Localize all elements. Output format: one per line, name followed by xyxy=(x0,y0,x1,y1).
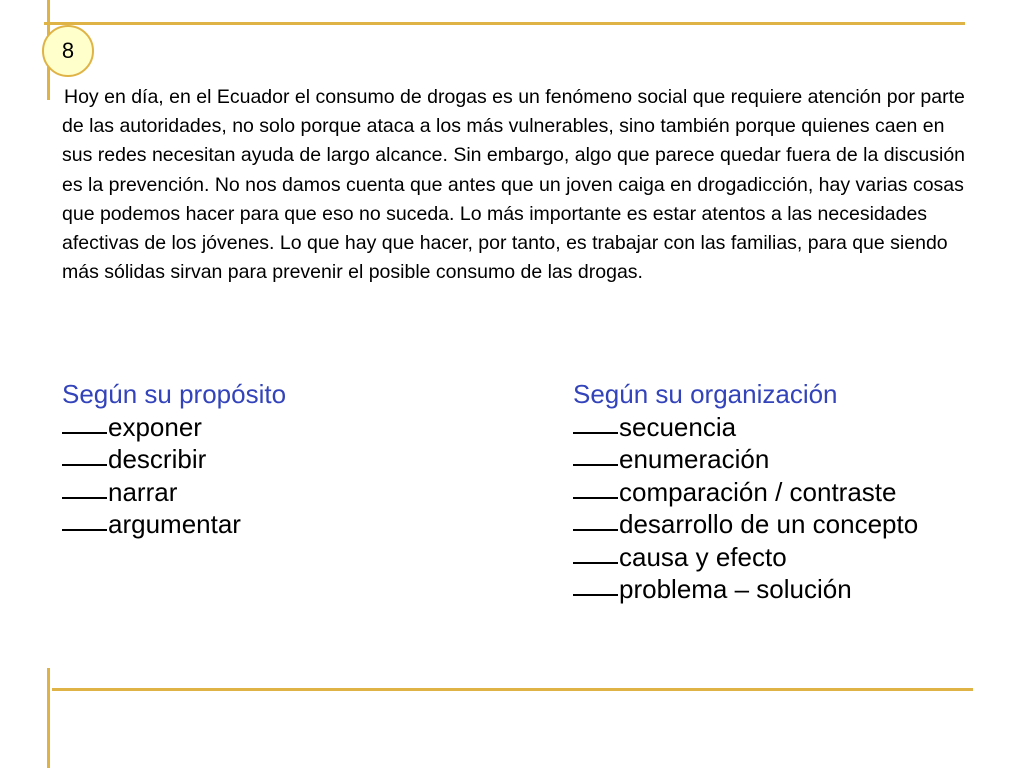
organization-option[interactable] xyxy=(573,411,918,444)
answer-blank[interactable] xyxy=(573,442,618,466)
organization-option-label: causa y efecto xyxy=(619,541,787,572)
purpose-option[interactable] xyxy=(62,443,286,476)
answer-blank[interactable] xyxy=(62,507,107,531)
answer-blank[interactable] xyxy=(62,475,107,499)
answer-blank[interactable] xyxy=(62,442,107,466)
answer-blank[interactable] xyxy=(62,410,107,434)
organization-option-label: problema – solución xyxy=(619,574,852,604)
purpose-option-label: describir xyxy=(108,444,207,474)
answer-blank[interactable] xyxy=(573,507,618,531)
purpose-option[interactable] xyxy=(62,508,286,541)
purpose-option[interactable] xyxy=(62,411,286,444)
purpose-option-label: narrar xyxy=(108,476,178,507)
page-number: 8 xyxy=(61,38,75,63)
answer-blank[interactable] xyxy=(573,572,618,596)
reading-paragraph: Hoy en día, en el Ecuador el consumo de drogas es un fenómeno social que requiere atención por parte de las autoridades, no solo porque ataca a los más vulnerables, sino también porque quienes caen en sus redes necesitan ayuda de largo alcance. Sin embargo, algo que parece quedar fuera de la discusión es la prevención. No nos damos cuenta que antes que un joven caiga en drogadicción, hay varias cosas que podemos hacer para que eso no suceda. Lo más importante es estar atentos a las necesidades afectivas de los jóvenes. Lo que hay que hacer, por tanto, es trabajar con las familias, para que siendo más sólidas sirvan para prevenir el posible consumo de las drogas. xyxy=(62,86,966,284)
organization-option-label: comparación / contraste xyxy=(619,476,897,507)
answer-blank[interactable] xyxy=(573,475,618,499)
organization-option[interactable] xyxy=(573,541,918,574)
purpose-column xyxy=(62,378,286,541)
organization-option-label: secuencia xyxy=(619,411,737,442)
organization-option[interactable] xyxy=(573,573,918,606)
purpose-option-label: exponer xyxy=(108,411,202,442)
page-number-badge xyxy=(42,25,94,77)
purpose-option-label: argumentar xyxy=(108,509,241,539)
organization-option[interactable] xyxy=(573,443,918,476)
organization-option-label: enumeración xyxy=(619,444,770,474)
purpose-title: Según su propósito xyxy=(62,379,287,409)
organization-column xyxy=(573,378,918,606)
top-border-line xyxy=(44,22,965,25)
purpose-option[interactable] xyxy=(62,476,286,509)
bottom-border-line xyxy=(52,688,973,691)
organization-option[interactable] xyxy=(573,508,918,541)
bottom-left-border-line xyxy=(47,668,50,768)
organization-option-label: desarrollo de un concepto xyxy=(619,509,919,539)
organization-option[interactable] xyxy=(573,476,918,509)
organization-title: Según su organización xyxy=(573,379,838,409)
answer-blank[interactable] xyxy=(573,540,618,564)
answer-blank[interactable] xyxy=(573,410,618,434)
